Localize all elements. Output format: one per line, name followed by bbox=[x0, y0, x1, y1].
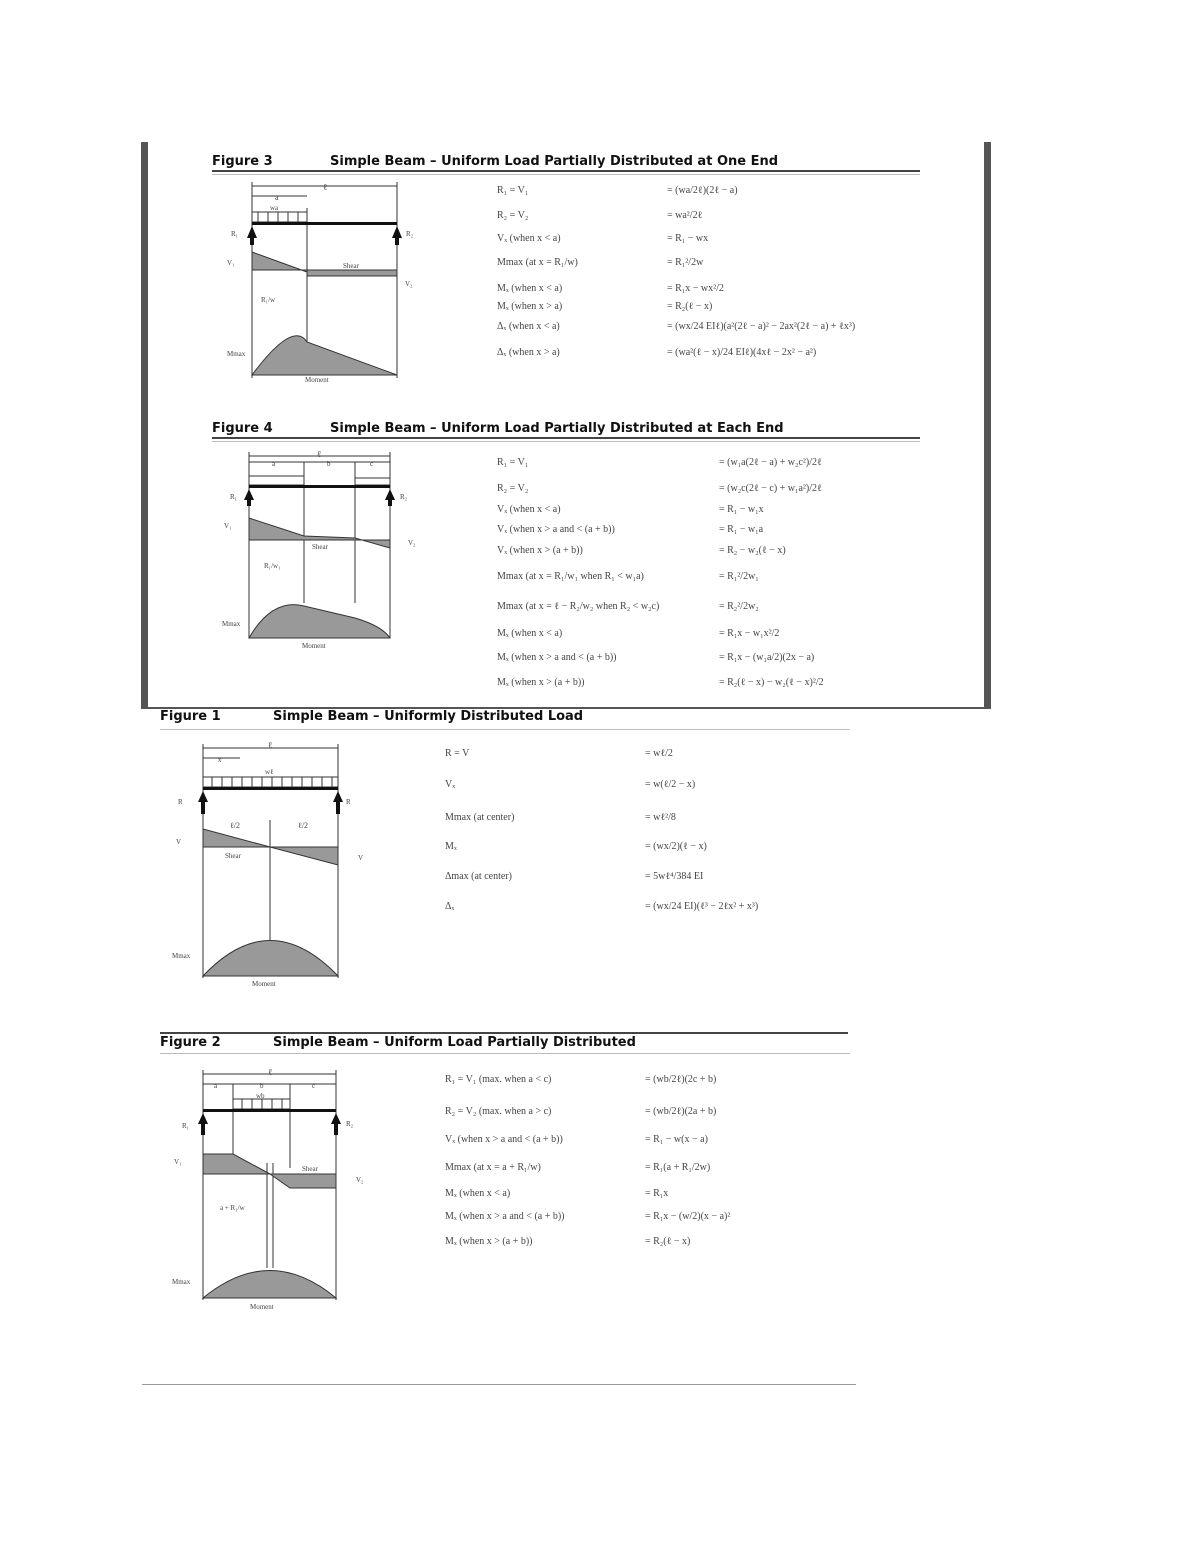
shear-label: Shear bbox=[225, 852, 241, 860]
moment-label: Moment bbox=[302, 642, 326, 650]
moment-diagram bbox=[252, 336, 397, 375]
equation-row: Mₓ = (wx/2)(ℓ − x) bbox=[445, 841, 707, 852]
beam bbox=[203, 787, 338, 790]
shear-label: Shear bbox=[312, 543, 328, 551]
equation-row: R = V = wℓ/2 bbox=[445, 748, 673, 759]
equation-row: Vₓ (when x < a) = R₁ − w₁x bbox=[497, 504, 764, 515]
equation-row: Vₓ (when x > a and < (a + b)) = R₁ − w₁a bbox=[497, 524, 764, 535]
figure-title: Simple Beam – Uniformly Distributed Load bbox=[273, 709, 584, 724]
equation-row: R₁ = V₁ = (w₁a(2ℓ − a) + w₂c²)/2ℓ bbox=[497, 457, 822, 468]
svg-text:R: R bbox=[178, 798, 183, 806]
beam bbox=[252, 222, 397, 225]
equation-row: Mₓ (when x > a) = R₂(ℓ − x) bbox=[497, 301, 713, 312]
equation-row: Vₓ (when x > a and < (a + b)) = R₁ − w(x − a) bbox=[445, 1134, 708, 1145]
figure-3-heading bbox=[212, 154, 920, 169]
svg-text:b: b bbox=[260, 1082, 264, 1090]
figure-4-heading bbox=[212, 421, 920, 436]
svg-text:ℓ: ℓ bbox=[317, 449, 322, 459]
figure-1-subrule bbox=[160, 729, 850, 730]
load-label: wa bbox=[270, 204, 279, 212]
equation-row: Mₓ (when x < a) = R₁x − w₁x²/2 bbox=[497, 628, 780, 639]
equation-row: R₂ = V₂ = wa²/2ℓ bbox=[497, 210, 703, 221]
figure-4-diagram bbox=[222, 448, 432, 653]
moment-label: Moment bbox=[305, 376, 329, 383]
figure-3-diagram bbox=[225, 178, 430, 383]
shear-diagram-right bbox=[307, 270, 397, 276]
svg-text:V₁: V₁ bbox=[224, 522, 232, 530]
svg-text:c: c bbox=[312, 1082, 316, 1090]
svg-text:V₂: V₂ bbox=[408, 539, 416, 547]
moment-label: Moment bbox=[252, 980, 276, 988]
svg-text:V₁: V₁ bbox=[174, 1158, 182, 1166]
svg-text:b: b bbox=[327, 460, 331, 468]
equation-row: Mmax (at x = R₁/w) = R₁²/2w bbox=[497, 257, 704, 268]
figure-label: Figure 4 bbox=[212, 421, 273, 436]
figure-title: Simple Beam – Uniform Load Partially Distributed at Each End bbox=[330, 421, 784, 436]
shear-label: Shear bbox=[302, 1165, 318, 1173]
equation-row: Δₓ = (wx/24 EI)(ℓ³ − 2ℓx² + x³) bbox=[445, 901, 759, 912]
svg-text:V₁: V₁ bbox=[227, 259, 235, 267]
figure-2-heading bbox=[160, 1035, 850, 1050]
beam bbox=[203, 1109, 336, 1112]
figure-2-diagram bbox=[170, 1068, 370, 1313]
svg-text:a: a bbox=[272, 460, 276, 468]
svg-text:R₁/w₁: R₁/w₁ bbox=[264, 562, 281, 570]
shear-diagram-right bbox=[270, 1174, 336, 1188]
svg-text:R₁: R₁ bbox=[182, 1122, 190, 1130]
equation-row: R₁ = V₁ (max. when a < c) = (wb/2ℓ)(2c + b) bbox=[445, 1074, 717, 1085]
svg-text:c: c bbox=[370, 460, 374, 468]
equation-row: Mmax (at center) = wℓ²/8 bbox=[445, 812, 676, 823]
equation-row: Mmax (at x = a + R₁/w) = R₁(a + R₁/2w) bbox=[445, 1162, 711, 1173]
moment-diagram bbox=[203, 941, 338, 977]
equation-row: Δₓ (when x < a) = (wx/24 EIℓ)(a²(2ℓ − a)² − 2ax²(2ℓ − a) + ℓx³) bbox=[497, 321, 856, 332]
svg-text:R₂: R₂ bbox=[400, 493, 408, 501]
equation-row: Mₓ (when x < a) = R₁x bbox=[445, 1188, 669, 1199]
figure-4-rule bbox=[212, 437, 920, 439]
figure-3-rule bbox=[212, 170, 920, 172]
svg-text:ℓ/2: ℓ/2 bbox=[230, 821, 241, 830]
equation-row: Mmax (at x = R₁/w₁ when R₁ < w₁a) = R₁²/2w₁ bbox=[497, 571, 759, 582]
shear-diagram-left bbox=[203, 1154, 270, 1174]
svg-text:R₂: R₂ bbox=[406, 230, 414, 238]
shear-label: Shear bbox=[343, 262, 359, 270]
equation-row: Vₓ = w(ℓ/2 − x) bbox=[445, 779, 696, 790]
moment-diagram bbox=[249, 605, 390, 638]
equation-row: R₁ = V₁ = (wa/2ℓ)(2ℓ − a) bbox=[497, 185, 738, 196]
equation-row: Vₓ (when x > (a + b)) = R₂ − w₂(ℓ − x) bbox=[497, 545, 786, 556]
figure-3-subrule bbox=[212, 174, 920, 175]
figure-1-diagram bbox=[170, 740, 370, 990]
equation-row: R₂ = V₂ = (w₂c(2ℓ − c) + w₁a²)/2ℓ bbox=[497, 483, 822, 494]
frame-right-bar bbox=[984, 142, 991, 709]
figure-4-subrule bbox=[212, 441, 920, 442]
svg-text:R₁/w: R₁/w bbox=[261, 296, 276, 304]
figure-2-rule-top bbox=[160, 1032, 848, 1034]
dim-a: a bbox=[275, 193, 279, 202]
svg-text:V₂: V₂ bbox=[405, 280, 413, 288]
figure-title: Simple Beam – Uniform Load Partially Distributed at One End bbox=[330, 154, 779, 169]
equation-row: Mₓ (when x > a and < (a + b)) = R₁x − (w₁a/2)(2x − a) bbox=[497, 652, 815, 663]
page-bottom-rule bbox=[142, 1384, 856, 1385]
svg-text:R: R bbox=[346, 798, 351, 806]
equation-row: Δmax (at center) = 5wℓ⁴/384 EI bbox=[445, 871, 704, 882]
svg-text:R₁: R₁ bbox=[231, 230, 239, 238]
equation-row: Vₓ (when x < a) = R₁ − wx bbox=[497, 233, 709, 244]
moment-label: Moment bbox=[250, 1303, 274, 1311]
svg-text:ℓ/2: ℓ/2 bbox=[298, 821, 309, 830]
equation-row: Mₓ (when x > a and < (a + b)) = R₁x − (w/2)(x − a)² bbox=[445, 1211, 731, 1222]
svg-text:Mmax: Mmax bbox=[222, 620, 241, 628]
svg-text:V₂: V₂ bbox=[356, 1176, 364, 1184]
svg-text:a + R₁/w: a + R₁/w bbox=[220, 1204, 245, 1212]
figure-label: Figure 1 bbox=[160, 709, 221, 724]
svg-text:ℓ: ℓ bbox=[268, 740, 273, 750]
svg-text:Mmax: Mmax bbox=[172, 952, 191, 960]
load-label: wb bbox=[256, 1092, 265, 1100]
svg-text:x: x bbox=[218, 756, 222, 764]
moment-diagram bbox=[203, 1271, 336, 1299]
figure-label: Figure 3 bbox=[212, 154, 273, 169]
equation-row: R₂ = V₂ (max. when a > c) = (wb/2ℓ)(2a + b) bbox=[445, 1106, 717, 1117]
equation-row: Mₓ (when x > (a + b)) = R₂(ℓ − x) bbox=[445, 1236, 691, 1247]
figure-title: Simple Beam – Uniform Load Partially Distributed bbox=[273, 1035, 636, 1050]
svg-text:R₁: R₁ bbox=[230, 493, 238, 501]
svg-text:Mmax: Mmax bbox=[172, 1278, 191, 1286]
shear-diagram-left bbox=[252, 252, 307, 272]
figure-1-heading bbox=[160, 709, 850, 724]
equation-row: Δₓ (when x > a) = (wa²(ℓ − x)/24 EIℓ)(4xℓ − 2x² − a²) bbox=[497, 347, 817, 358]
equation-row: Mₓ (when x > (a + b)) = R₂(ℓ − x) − w₂(ℓ − x)²/2 bbox=[497, 677, 824, 688]
svg-text:R₂: R₂ bbox=[346, 1120, 354, 1128]
svg-text:a: a bbox=[214, 1082, 218, 1090]
svg-text:V: V bbox=[358, 854, 364, 862]
figure-label: Figure 2 bbox=[160, 1035, 221, 1050]
equation-row: Mₓ (when x < a) = R₁x − wx²/2 bbox=[497, 283, 724, 294]
svg-text:V: V bbox=[176, 838, 182, 846]
shear-diagram-left bbox=[203, 829, 270, 847]
shear-diagram-right bbox=[270, 847, 338, 865]
beam bbox=[249, 485, 390, 488]
equation-row: Mmax (at x = ℓ − R₂/w₂ when R₂ < w₂c) = R₂²/2w₂ bbox=[497, 601, 759, 612]
svg-text:Mmax: Mmax bbox=[227, 350, 246, 358]
span-label: ℓ bbox=[323, 182, 328, 192]
load-label: wℓ bbox=[265, 768, 274, 776]
svg-text:ℓ: ℓ bbox=[268, 1068, 273, 1077]
figure-2-subrule bbox=[160, 1053, 850, 1054]
frame-left-bar bbox=[141, 142, 148, 709]
